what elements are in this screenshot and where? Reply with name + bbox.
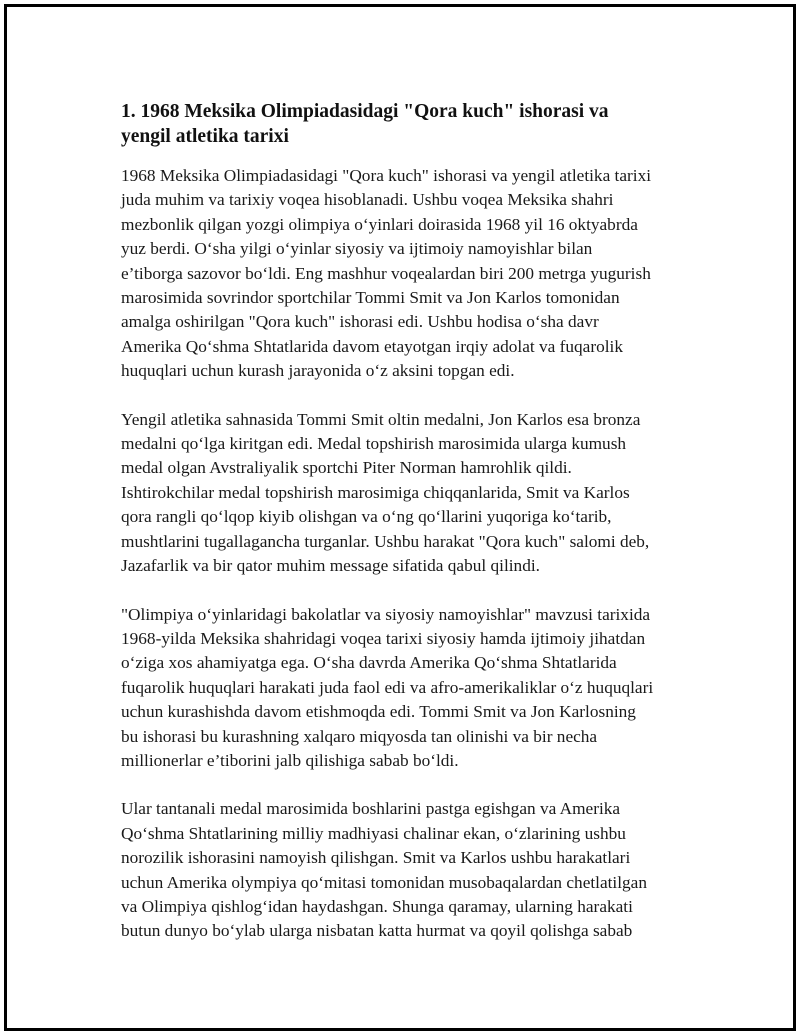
text-line: juda muhim va tarixiy voqea hisoblanadi. Ushbu voqea Meksika shahri — [121, 190, 614, 210]
text-line: Jazafarlik va bir qator muhim message sifatida qabul qilindi. — [121, 556, 540, 576]
paragraph-1 — [121, 164, 701, 384]
text-line: uchun Amerika olympiya qo‘mitasi tomonidan musobaqalardan chetlatilgan — [121, 872, 647, 892]
text-line: huquqlari uchun kurash jarayonida o‘z aksini topgan edi. — [121, 361, 515, 381]
text-line: Yengil atletika sahnasida Tommi Smit oltin medalni, Jon Karlos esa bronza — [121, 409, 641, 429]
document-body — [121, 99, 701, 968]
paragraph-2 — [121, 408, 701, 579]
text-line: uchun kurashishda davom etishmoqda edi. Tommi Smit va Jon Karlosning — [121, 702, 636, 722]
text-line: 1968-yilda Meksika shahridagi voqea tarixi siyosiy hamda ijtimoiy jihatdan — [121, 628, 646, 648]
text-line: "Olimpiya o‘yinlaridagi bakolatlar va siyosiy namoyishlar" mavzusi tarixida — [121, 604, 651, 624]
page-frame — [4, 4, 796, 1031]
title-line: yengil atletika tarixi — [121, 126, 289, 147]
text-line: o‘ziga xos ahamiyatga ega. O‘sha davrda Amerika Qo‘shma Shtatlarida — [121, 653, 617, 673]
text-line: 1968 Meksika Olimpiadasidagi "Qora kuch" ishorasi va yengil atletika tarixi — [121, 166, 652, 185]
text-line: Ular tantanali medal marosimida boshlarini pastga egishgan va Amerika — [121, 799, 621, 819]
text-line: medalni qo‘lga kiritgan edi. Medal topshirish marosimida ularga kumush — [121, 434, 627, 454]
text-line: amalga oshirilgan "Qora kuch" ishorasi edi. Ushbu hodisa o‘sha davr — [121, 312, 599, 332]
text-line: norozilik ishorasini namoyish qilishgan. Smit va Karlos ushbu harakatlari — [121, 848, 631, 868]
text-line: Ishtirokchilar medal topshirish marosimiga chiqqanlarida, Smit va Karlos — [121, 482, 630, 502]
text-line: mezbonlik qilgan yozgi olimpiya o‘yinlari doirasida 1968 yil 16 oktyabrda — [121, 214, 638, 234]
text-line: qora rangli qo‘lqop kiyib olishgan va o‘ng qo‘llarini yuqoriga ko‘tarib, — [121, 507, 612, 527]
text-line: fuqarolik huquqlari harakati juda faol edi va afro-amerikaliklar o‘z huquqlari — [121, 677, 654, 697]
text-line: medal olgan Avstraliyalik sportchi Piter Norman hamrohlik qildi. — [121, 458, 572, 478]
paragraph-3 — [121, 603, 701, 774]
text-line: Qo‘shma Shtatlarining milliy madhiyasi chalinar ekan, o‘zlarining ushbu — [121, 823, 626, 843]
section-title — [121, 99, 701, 149]
text-line: Amerika Qo‘shma Shtatlarida davom etayotgan irqiy adolat va fuqarolik — [121, 336, 623, 356]
text-line: millionerlar e’tiborini jalb qilishiga sabab bo‘ldi. — [121, 750, 459, 770]
title-line: 1. 1968 Meksika Olimpiadasidagi "Qora kuch" ishorasi va — [121, 101, 609, 122]
text-line: butun dunyo bo‘ylab ularga nisbatan katta hurmat va qoyil qolishga sabab — [121, 921, 633, 941]
text-line: marosimida sovrindor sportchilar Tommi Smit va Jon Karlos tomonidan — [121, 288, 620, 308]
text-line: va Olimpiya qishlog‘idan haydashgan. Shunga qaramay, ularning harakati — [121, 896, 633, 916]
text-line: e’tiborga sazovor bo‘ldi. Eng mashhur voqealardan biri 200 metrga yugurish — [121, 263, 651, 283]
text-line: yuz berdi. O‘sha yilgi o‘yinlar siyosiy va ijtimoiy namoyishlar bilan — [121, 239, 593, 259]
text-line: mushtlarini tugallagancha turganlar. Ushbu harakat "Qora kuch" salomi deb, — [121, 531, 650, 551]
text-line: bu ishorasi bu kurashning xalqaro miqyosda tan olinishi va bir necha — [121, 726, 598, 746]
paragraph-4 — [121, 797, 701, 943]
